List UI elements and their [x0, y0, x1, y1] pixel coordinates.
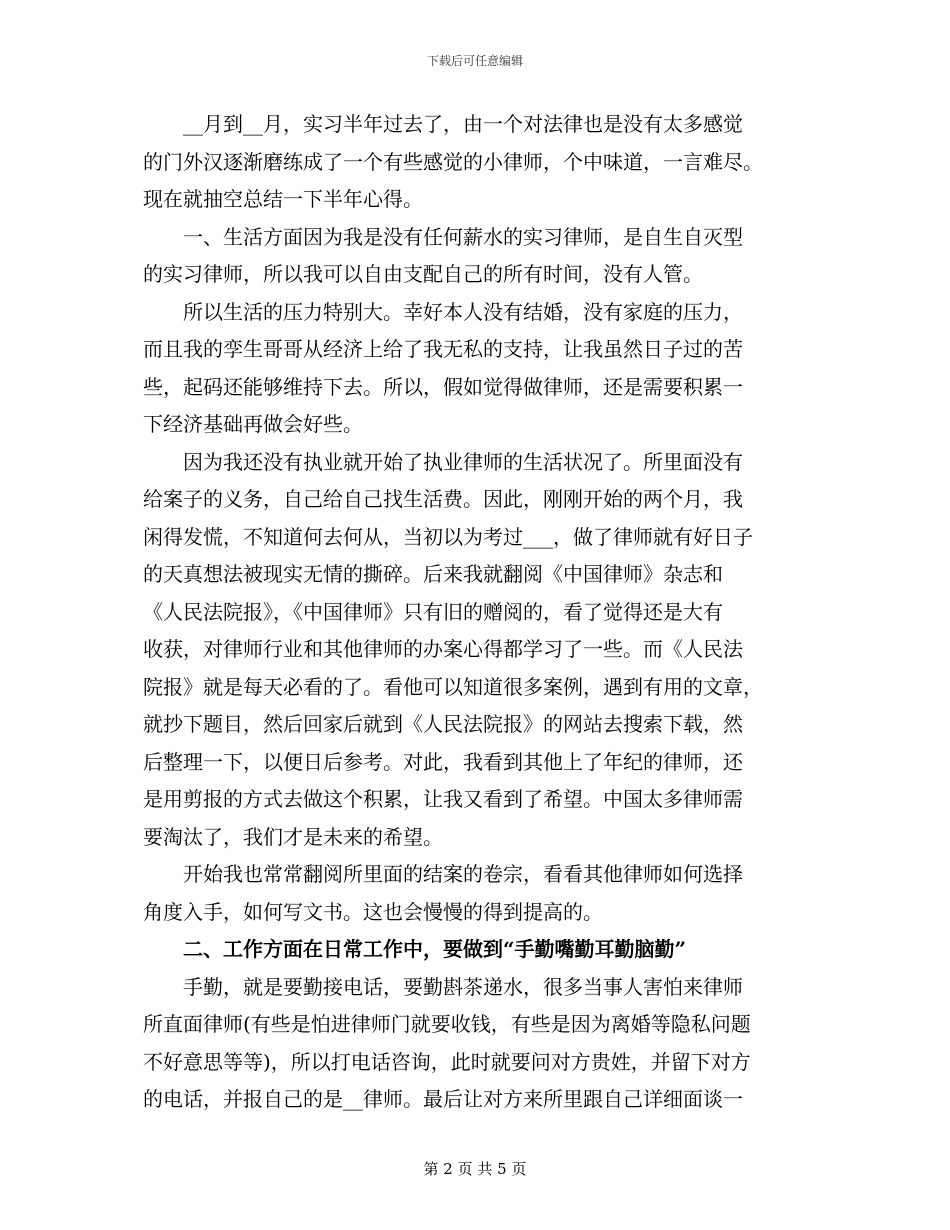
section-heading-line: 二、工作方面在日常工作中，要做到“手勤嘴勤耳勤脑勤” [143, 937, 687, 961]
body-text-line: 而且我的孪生哥哥从经济上给了我无私的支持，让我虽然日子过的苦 [143, 337, 743, 361]
body-text-line: 些，起码还能够维持下去。所以，假如觉得做律师，还是需要积累一 [143, 374, 743, 399]
body-text-line: 不好意思等等)，所以打电话咨询，此时就要问对方贵姓，并留下对方 [143, 1049, 751, 1074]
body-text-line: 所以生活的压力特别大。幸好本人没有结婚，没有家庭的压力， [143, 299, 743, 324]
body-text-line: 闲得发慌，不知道何去何从，当初以为考过___，做了律师就有好日子 [143, 524, 753, 549]
document-body [143, 106, 808, 1119]
body-text-line: 现在就抽空总结一下半年心得。 [143, 187, 423, 211]
body-text-line: 《人民法院报》，《中国律师》只有旧的赠阅的，看了觉得还是大有 [143, 599, 723, 624]
page-number: 第 2 页 共 5 页 [423, 1160, 527, 1178]
body-text-line: 的门外汉逐渐磨练成了一个有些感觉的小律师，个中味道，一言难尽。 [143, 149, 763, 174]
body-text-line: 角度入手，如何写文书。这也会慢慢的得到提高的。 [143, 899, 603, 924]
body-text-line: 的天真想法被现实无情的撕碎。后来我就翻阅《中国律师》杂志和 [143, 562, 723, 586]
body-text-line: 院报》就是每天必看的了。看他可以知道很多案例，遇到有用的文章， [143, 674, 763, 699]
body-text-line: 要淘汰了，我们才是未来的希望。 [143, 824, 443, 849]
body-text-line: 一、生活方面因为我是没有任何薪水的实习律师，是自生自灭型 [143, 224, 743, 249]
page-header: 下载后可任意编辑 [426, 54, 523, 68]
body-text-line: 的电话，并报自己的是__律师。最后让对方来所里跟自己详细面谈一 [143, 1087, 743, 1111]
body-text-line: 因为我还没有执业就开始了执业律师的生活状况了。所里面没有 [143, 449, 743, 474]
body-text-line: 就抄下题目，然后回家后就到《人民法院报》的网站去搜索下载，然 [143, 712, 743, 736]
body-text-line: 开始我也常常翻阅所里面的结案的卷宗，看看其他律师如何选择 [143, 862, 743, 886]
body-text-line: __月到__月，实习半年过去了，由一个对法律也是没有太多感觉 [143, 112, 743, 136]
body-text-line: 收获，对律师行业和其他律师的办案心得都学习了一些。而《人民法 [143, 637, 743, 661]
body-text-line: 给案子的义务，自己给自己找生活费。因此，刚刚开始的两个月，我 [143, 487, 743, 511]
body-text-line: 的实习律师，所以我可以自由支配自己的所有时间，没有人管。 [143, 262, 703, 286]
body-text-line: 是用剪报的方式去做这个积累，让我又看到了希望。中国太多律师需 [143, 787, 743, 811]
body-text-line: 手勤，就是要勤接电话，要勤斟茶递水，很多当事人害怕来律师 [143, 974, 743, 999]
body-text-line: 所直面律师(有些是怕进律师门就要收钱，有些是因为离婚等隐私问题 [143, 1012, 751, 1036]
body-text-line: 后整理一下，以便日后参考。对此，我看到其他上了年纪的律师，还 [143, 749, 743, 774]
body-text-line: 下经济基础再做会好些。 [143, 412, 363, 436]
